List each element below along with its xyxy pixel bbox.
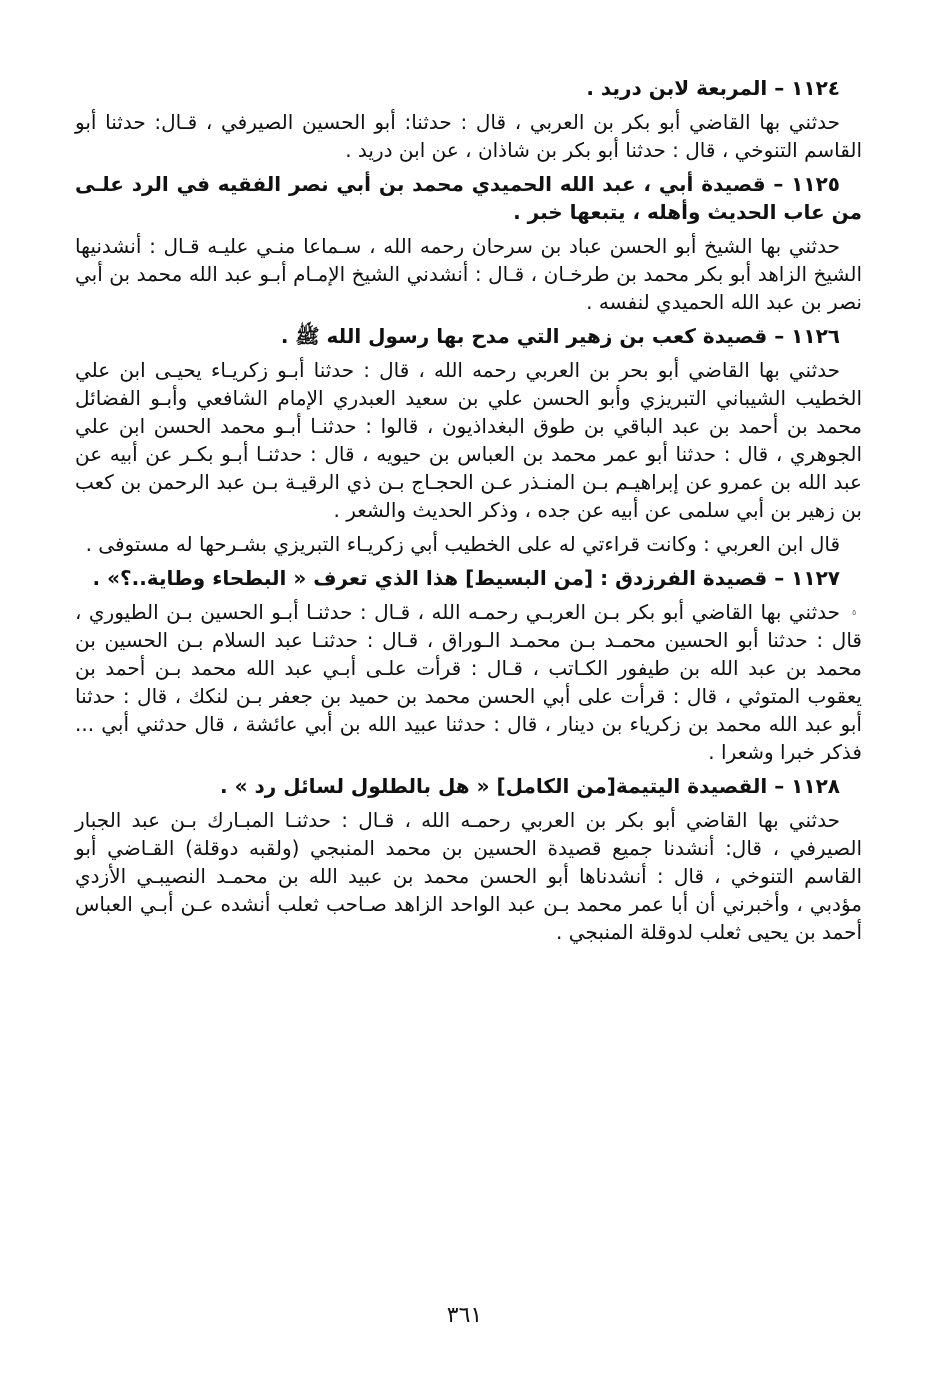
- heading-title: – قصيدة كعب بن زهير التي مدح بها رسول الله ﷺ .: [280, 324, 785, 348]
- heading-title: – المربعة لابن دريد .: [586, 76, 785, 100]
- section-body-1124: حدثني بها القاضي أبو بكر بن العربي ، قال : حدثنا: أبو الحسين الصيرفي ، قـال: حدثنا أبو القاسم التنوخي ، قال : حدثنا أبو بكر بن شاذان ، عن ابن دريد .: [75, 110, 862, 162]
- page-text: [75, 74, 862, 952]
- heading-number: ١١٢٥: [791, 172, 840, 196]
- heading-title: – القصيدة اليتيمة[من الكامل] « هل بالطلول لسائل رد » .: [220, 774, 785, 798]
- section-note-1126: قال ابن العربي : وكانت قراءتي له على الخطيب أبي زكريـاء التبريزي بشـرحها له مستوفى .: [85, 532, 840, 556]
- section-body-1127: حدثني بها القاضي أبو بكر بـن العربـي رحمـه الله ، قـال : حدثنـا أبـو الحسين بـن الطيوري ، قال : حدثنا أبو الحسين محمـد بـن محمـد الـوراق ، قـال : حدثنـا عبد السلام بـن الحسين بن محمد بن عبد الله بن طيفور الكـاتب ، قـال : قرأت علـى أبـي عبد الله محمد بـن أحمد بن يعقوب المتوثي ، قال : قرأت على أبي الحسن محمد بن حميد بن جعفر بـن لنكك ، قال : حدثنا أبو عبد الله محمد بن زكرياء بن دينار ، قال : حدثنا عبيد الله بن أبي عائشة ، قال حدثني أبي ... فذكر خبرا وشعرا .: [75, 600, 862, 764]
- heading-number: ١١٢٧: [791, 566, 840, 590]
- heading-number: ١١٢٤: [791, 76, 840, 100]
- section-heading-1125: [75, 170, 862, 226]
- section-heading-1124: [75, 74, 862, 102]
- section-heading-1126: [75, 322, 862, 350]
- heading-number: ١١٢٨: [791, 774, 840, 798]
- section-body-1128: حدثني بها القاضي أبو بكر بن العربي رحمـه الله ، قـال : حدثنـا المبـارك بـن عبد الجبار الصيرفي ، قال: أنشدنا جميع قصيدة الحسين بن محمد المنبجي (ولقبه دوقلة) القـاضي أبو القاسم التنوخي ، قال : أنشدناها أبو الحسن محمد بن عبيد الله بن محمـد النصيبـي الأزدي مؤدبي ، وأخبرني أن أبا عمر محمد بـن عبد الواحد الزاهد صـاحب ثعلب أنشده عـن أبـي العباس أحمد بن يحيى ثعلب لدوقلة المنبجي .: [75, 808, 862, 944]
- page-number: ٣٦١: [446, 1303, 483, 1328]
- section-heading-1127: [75, 564, 862, 592]
- section-body-1125: حدثني بها الشيخ أبو الحسن عباد بن سرحان رحمه الله ، سـماعا منـي عليـه قـال : أنشدنيها الشيخ الزاهد أبو بكر محمد بن طرخـان ، قـال : أنشدني الشيخ الإمـام أبـو عبد الله محمد بن أبي نصر بن عبد الله الحميدي لنفسه .: [75, 234, 862, 314]
- section-body-1126: حدثني بها القاضي أبو بحر بن العربي رحمه الله ، قال : حدثنا أبـو زكريـاء يحيـى ابن علي الخطيب الشيباني التبريزي وأبو الحسن علي بن سعيد العبدري الإمام الشافعي وأبـو الفضائل محمد بن أحمد بن عبد الباقي بن طوق البغداذيون ، قالوا : حدثنـا أبـو محمد الحسن ابن علي الجوهري ، قال : حدثنا أبو عمر محمد بن العباس بن حيويه ، قال : حدثنـا أبـو بكـر عن أبيه عن عبد الله بن عمرو عن إبراهيـم بـن المنـذر عـن الحجـاج بـن ذي الرقيـة بـن عبد الرحمن بن كعب بن زهير بن أبي سلمى عن أبيه عن جده ، وذكر الحديث والشعر .: [75, 358, 862, 522]
- heading-title: – قصيدة أبي ، عبد الله الحميدي محمد بن أبي نصر الفقيه في الرد علـى من عاب الحديث وأهله ، يتبعها خبر .: [75, 172, 862, 224]
- heading-title: – قصيدة الفرزدق : [من البسيط] هذا الذي تعرف « البطحاء وطاية..؟» .: [92, 566, 785, 590]
- section-heading-1128: [75, 772, 862, 800]
- heading-number: ١١٢٦: [791, 324, 840, 348]
- stray-mark: ٥: [852, 608, 857, 617]
